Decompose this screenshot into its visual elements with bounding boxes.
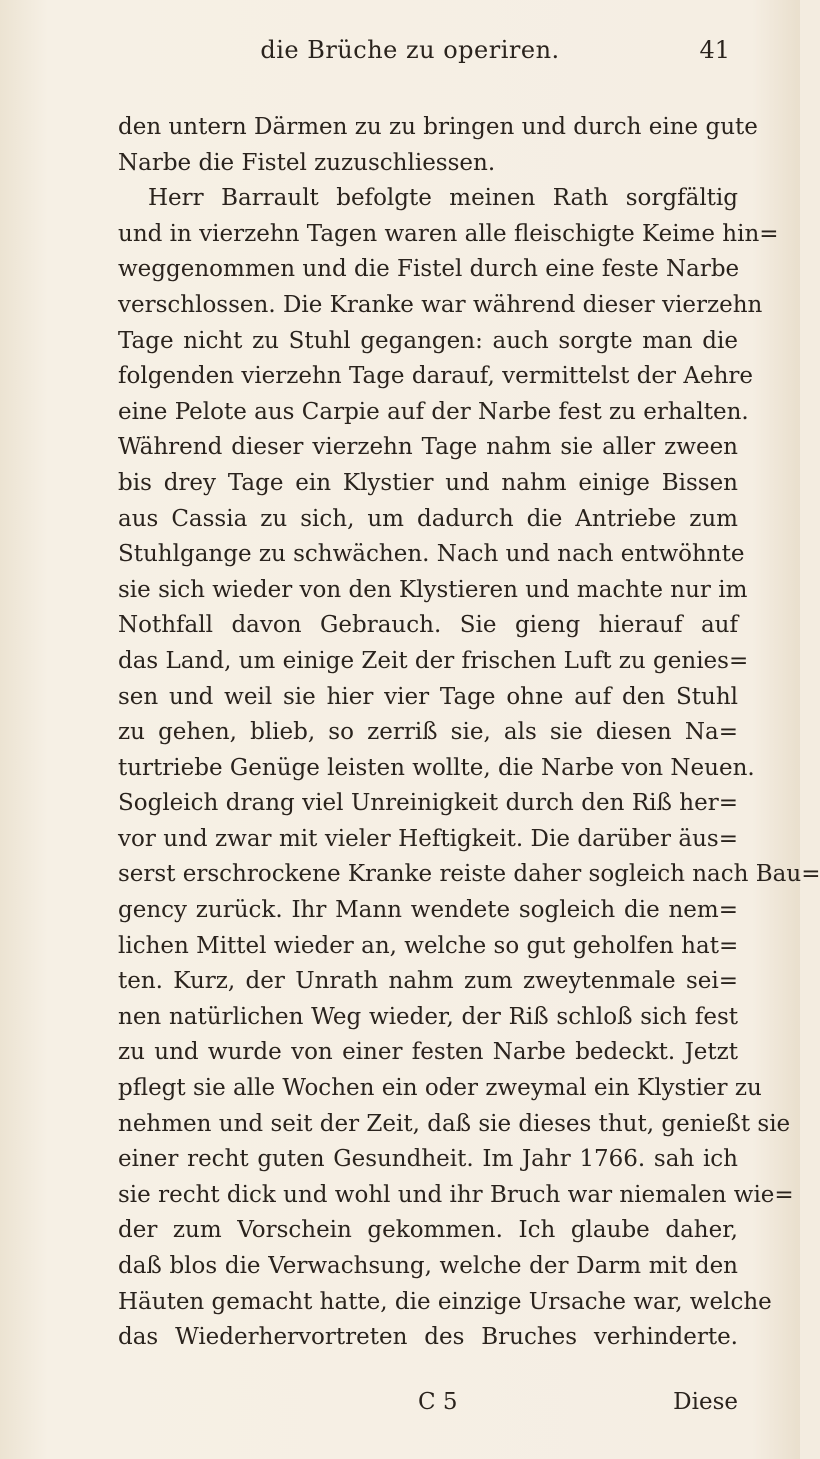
text-line: vor und zwar mit vieler Heftigkeit. Die darüber äus= — [118, 825, 738, 852]
page-number: 41 — [699, 36, 730, 64]
text-line: sen und weil sie hier vier Tage ohne auf den Stuhl — [118, 683, 738, 710]
running-head: die Brüche zu operiren. — [260, 36, 560, 64]
text-line: Nothfall davon Gebrauch. Sie gieng hierauf auf — [118, 612, 738, 639]
text-line: daß blos die Verwachsung, welche der Darm mit den — [118, 1253, 738, 1279]
text-line: nehmen und seit der Zeit, daß sie dieses thut, genießt sie — [118, 1110, 791, 1137]
text-line: Stuhlgange zu schwächen. Nach und nach entwöhnte — [118, 541, 745, 568]
text-line: das Wiederhervortreten des Bruches verhinderte. — [118, 1324, 738, 1351]
text-line: Häuten gemacht hatte, die einzige Ursache war, welche — [118, 1288, 772, 1315]
text-line: weggenommen und die Fistel durch eine feste Narbe — [118, 256, 740, 283]
body-text — [118, 110, 820, 1356]
text-line: und in vierzehn Tagen waren alle fleischigte Keime hin= — [118, 220, 779, 247]
text-line: bis drey Tage ein Klystier und nahm einige Bissen — [118, 469, 738, 496]
text-line: sie recht dick und wohl und ihr Bruch war niemalen wie= — [118, 1181, 794, 1208]
text-line: gency zurück. Ihr Mann wendete sogleich die nem= — [118, 897, 738, 924]
page-header — [130, 36, 730, 80]
text-line: sie sich wieder von den Klystieren und machte nur im — [118, 576, 748, 603]
text-line: einer recht guten Gesundheit. Im Jahr 1766. sah ich — [118, 1146, 738, 1173]
text-line: ten. Kurz, der Unrath nahm zum zweytenmale sei= — [118, 968, 738, 995]
text-line: Tage nicht zu Stuhl gegangen: auch sorgte man die — [118, 327, 738, 354]
text-line: serst erschrockene Kranke reiste daher sogleich nach Bau= — [118, 861, 820, 888]
page-footer — [118, 1389, 738, 1425]
catchword: Diese — [673, 1389, 738, 1415]
signature-mark: C 5 — [418, 1389, 458, 1415]
text-line: aus Cassia zu sich, um dadurch die Antriebe zum — [118, 505, 738, 532]
text-line: nen natürlichen Weg wieder, der Riß schloß sich fest — [118, 1003, 738, 1030]
text-line: das Land, um einige Zeit der frischen Luft zu genies= — [118, 647, 749, 674]
text-line: eine Pelote aus Carpie auf der Narbe fest zu erhalten. — [118, 398, 749, 425]
text-line: pflegt sie alle Wochen ein oder zweymal ein Klystier zu — [118, 1075, 762, 1102]
text-line: den untern Därmen zu zu bringen und durch eine gute — [118, 114, 758, 140]
text-line: der zum Vorschein gekommen. Ich glaube daher, — [118, 1217, 738, 1244]
text-line: turtriebe Genüge leisten wollte, die Narbe von Neuen. — [118, 754, 755, 781]
text-line: Sogleich drang viel Unreinigkeit durch den Riß her= — [118, 790, 738, 817]
text-line: folgenden vierzehn Tage darauf, vermittelst der Aehre — [118, 363, 753, 390]
text-line: lichen Mittel wieder an, welche so gut geholfen hat= — [118, 932, 739, 959]
text-line: Narbe die Fistel zuzuschliessen. — [118, 149, 496, 176]
text-line: zu gehen, blieb, so zerriß sie, als sie diesen Na= — [118, 719, 738, 746]
text-line: Herr Barrault befolgte meinen Rath sorgfältig — [148, 185, 738, 212]
text-line: zu und wurde von einer festen Narbe bedeckt. Jetzt — [118, 1039, 738, 1066]
text-line: Während dieser vierzehn Tage nahm sie aller zween — [118, 434, 738, 461]
text-line: verschlossen. Die Kranke war während dieser vierzehn — [118, 291, 763, 318]
